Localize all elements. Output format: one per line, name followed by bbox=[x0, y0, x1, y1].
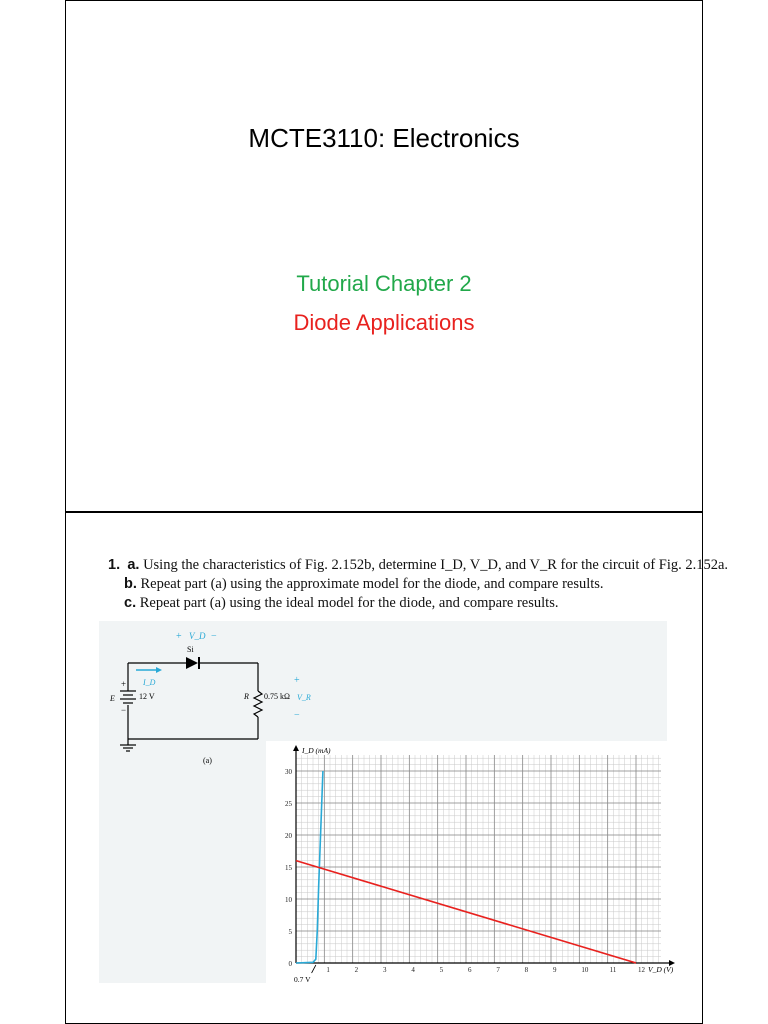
part-c-text: Repeat part (a) using the ideal model for the diode, and compare results. bbox=[139, 595, 559, 611]
slide-title: MCTE3110: Electronics bbox=[248, 123, 520, 153]
y-tick-label: 20 bbox=[285, 832, 292, 840]
slide-2 bbox=[65, 512, 729, 1024]
source-value: 12 V bbox=[139, 692, 155, 701]
vr-minus-sign: − bbox=[294, 710, 300, 721]
part-a-letter: a. bbox=[127, 557, 140, 573]
vr-label: V_R bbox=[297, 693, 311, 702]
tutorial-chapter-subtitle: Tutorial Chapter 2 bbox=[296, 271, 472, 296]
vd-label: V_D bbox=[189, 631, 206, 641]
y-tick-label: 5 bbox=[288, 928, 292, 936]
vd-minus-sign: − bbox=[211, 631, 217, 642]
question-part-c bbox=[124, 595, 558, 612]
figure-caption-a: (a) bbox=[203, 756, 212, 765]
part-b-letter: b. bbox=[124, 576, 137, 592]
x-tick-label: 9 bbox=[553, 966, 557, 974]
x-tick-label: 3 bbox=[383, 966, 387, 974]
y-tick-label: 0 bbox=[288, 960, 292, 968]
source-minus-sign: − bbox=[121, 705, 127, 715]
x-tick-label: 2 bbox=[354, 966, 359, 974]
question-part-b bbox=[124, 576, 604, 593]
question-part-a bbox=[108, 557, 728, 574]
x-tick-label: 12 bbox=[638, 966, 645, 974]
y-tick-label: 30 bbox=[285, 768, 292, 776]
y-axis-label: I_D (mA) bbox=[302, 746, 331, 755]
slide-1 bbox=[65, 0, 703, 512]
part-a-text: Using the characteristics of Fig. 2.152b, determine I_D, V_D, and V_R for the circuit of Fig. 2.152a. bbox=[143, 557, 729, 573]
vd-plus-sign: + bbox=[176, 631, 182, 642]
annotation-0-7v: 0.7 V bbox=[294, 975, 311, 984]
x-tick-label: 7 bbox=[496, 966, 500, 974]
y-tick-label: 10 bbox=[285, 896, 292, 904]
diode-symbol bbox=[186, 657, 199, 669]
diode-material-label: Si bbox=[187, 645, 194, 654]
part-b-text: Repeat part (a) using the approximate model for the diode, and compare results. bbox=[140, 576, 604, 592]
y-tick-label: 25 bbox=[285, 800, 292, 808]
x-tick-label: 5 bbox=[439, 966, 444, 974]
part-c-letter: c. bbox=[124, 595, 137, 611]
x-tick-label: 10 bbox=[581, 966, 589, 974]
x-tick-label: 6 bbox=[468, 966, 472, 974]
vr-plus-sign: + bbox=[294, 675, 300, 686]
y-tick-label: 15 bbox=[285, 864, 292, 872]
x-tick-label: 8 bbox=[524, 966, 529, 974]
source-plus-sign: + bbox=[121, 679, 127, 689]
resistor-label: R bbox=[244, 692, 249, 701]
source-label: E bbox=[110, 694, 115, 703]
current-arrow bbox=[136, 667, 162, 673]
x-tick-label: 1 bbox=[326, 966, 330, 974]
x-tick-label: 4 bbox=[411, 966, 415, 974]
x-tick-label: 11 bbox=[609, 966, 617, 974]
question-number: 1. bbox=[108, 557, 121, 573]
topic-subtitle: Diode Applications bbox=[293, 310, 475, 335]
x-axis-label: V_D (V) bbox=[648, 965, 674, 974]
diode-characteristic-chart bbox=[266, 741, 676, 986]
resistor-value: 0.75 kΩ bbox=[264, 692, 290, 701]
current-label: I_D bbox=[143, 678, 156, 687]
